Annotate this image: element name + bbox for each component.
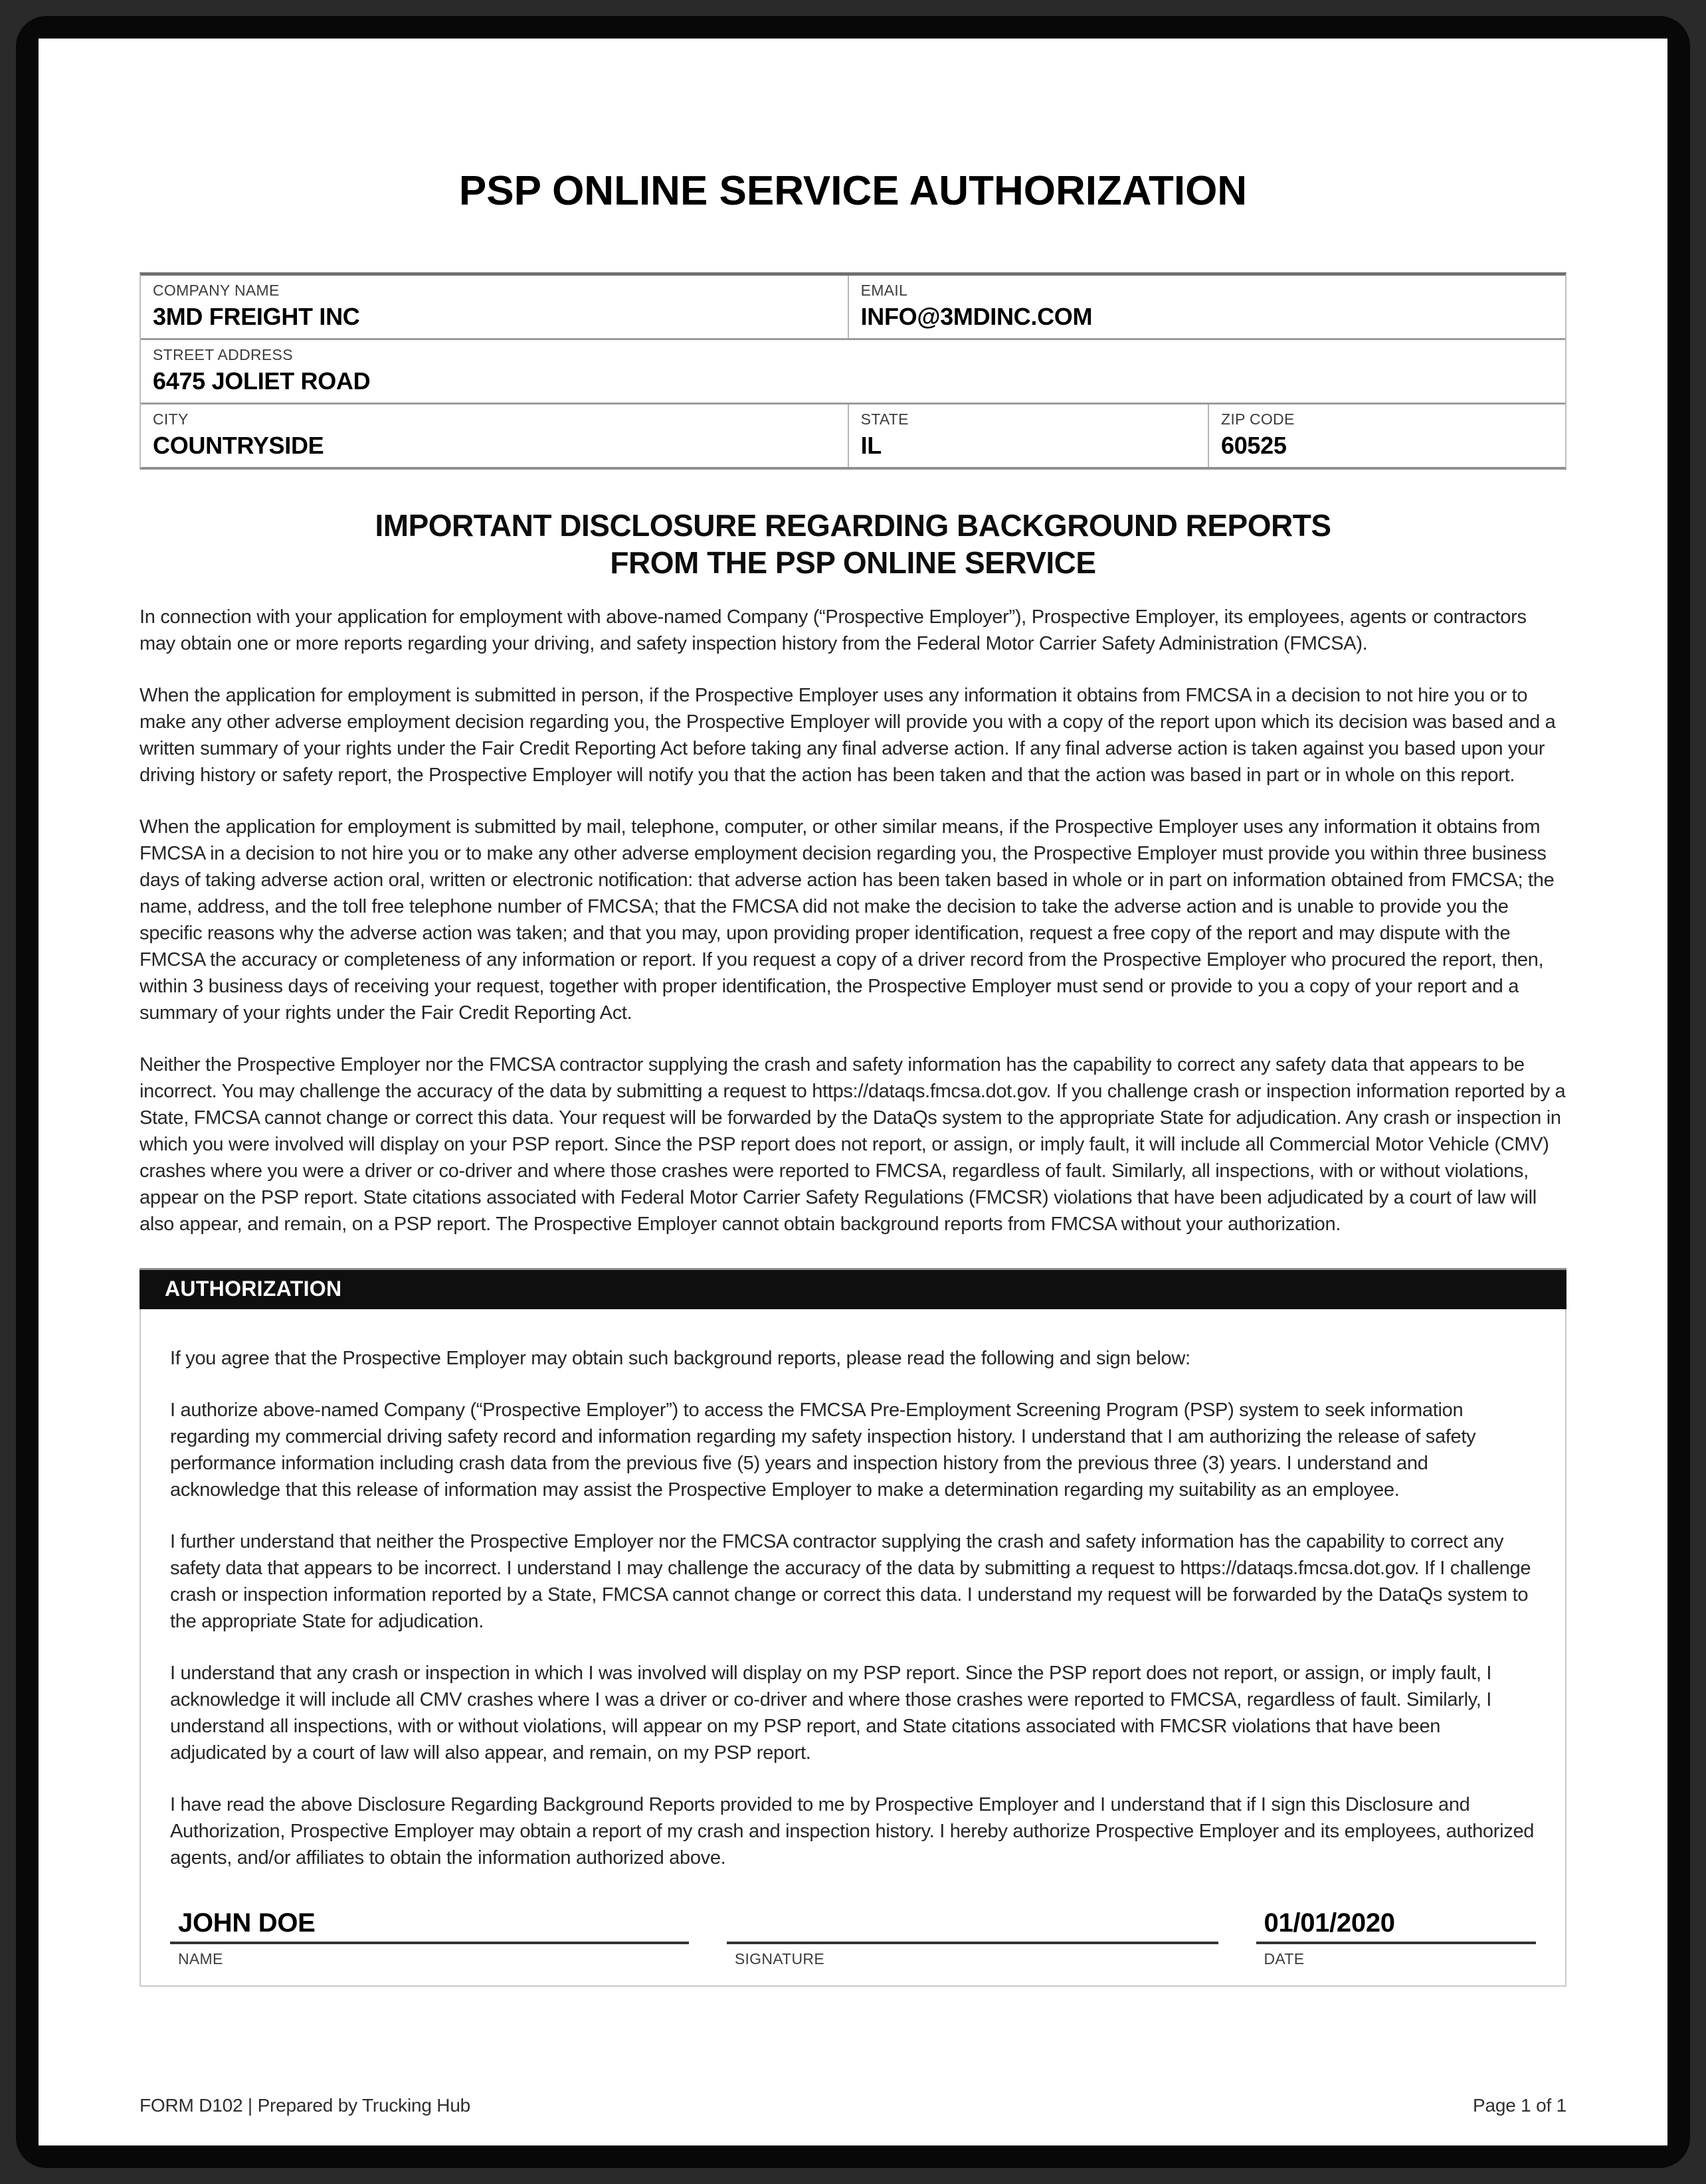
name-column (170, 1907, 689, 1968)
disclosure-heading-line2: FROM THE PSP ONLINE SERVICE (610, 545, 1096, 581)
page-content (39, 39, 1667, 1987)
disclosure-paragraph: When the application for employment is submitted by mail, telephone, computer, or other similar means, if the Prospective Employer uses any information it obtains from FMCSA in a decision to not hire you or to make any other adverse employment decision regarding you, the Prospective Employer must provide you within three business days of taking adverse action oral, written or electronic notification: that adverse action has been taken based in whole or in part on information obtained from FMCSA; the name, address, and the toll free telephone number of FMCSA; that the FMCSA did not make the decision to take the adverse action and is unable to provide you the specific reasons why the adverse action was taken; and that you may, upon providing proper identification, request a free copy of the report and may dispute with the FMCSA the accuracy or completeness of any information or report. If you request a copy of a driver record from the Prospective Employer who procured the report, then, within 3 business days of receiving your request, together with proper identification, the Prospective Employer must send or provide to you a copy of your report and a summary of your rights under the Fair Credit Reporting Act. (140, 816, 1555, 1024)
signature-block (170, 1907, 1536, 1968)
date-line (1256, 1942, 1536, 1944)
date-value: 01/01/2020 (1264, 1908, 1395, 1938)
company-info-table (140, 272, 1566, 470)
form-number-text: FORM D102 | Prepared by Trucking Hub (140, 2095, 471, 2116)
disclosure-paragraph: When the application for employment is submitted in person, if the Prospective Employer uses any information it obtains from FMCSA in a decision to not hire you or to make any other adverse employment decision regarding you, the Prospective Employer will provide you with a copy of the report upon which its decision was based and a written summary of your rights under the Fair Credit Reporting Act before taking any final adverse action. If any final adverse action is taken against you based upon your driving history or safety report, the Prospective Employer will notify you that the action has been taken and that the action was based in part or in whole on this report. (140, 685, 1556, 786)
disclosure-heading-line1: IMPORTANT DISCLOSURE REGARDING BACKGROUND REPORTS (375, 508, 1331, 543)
company-name-value: 3MD FREIGHT INC (153, 303, 360, 331)
table-row (141, 276, 1565, 340)
name-label: NAME (178, 1950, 223, 1968)
authorization-paragraph: I have read the above Disclosure Regarding Background Reports provided to me by Prospective Employer and I understand that if I sign this Disclosure and Authorization, Prospective Employer may obtain a report of my crash and inspection history. I hereby authorize Prospective Employer and its employees, authorized agents, and/or affiliates to obtain the information authorized above. (170, 1794, 1535, 1869)
disclosure-paragraph: Neither the Prospective Employer nor the FMCSA contractor supplying the crash and safety information has the capability to correct any safety data that appears to be incorrect. You may challenge the accuracy of the data by submitting a request to https://dataqs.fmcsa.dot.gov. If you challenge crash or inspection information reported by a State, FMCSA cannot change or correct this data. Your request will be forwarded by the DataQs system to the appropriate State for adjudication. Any crash or inspection in which you were involved will display on your PSP report. Since the PSP report does not report, or assign, or imply fault, it will include all Commercial Motor Vehicle (CMV) crashes where you were a driver or co-driver and where those crashes were reported to FMCSA, regardless of fault. Similarly, all inspections, with or without violations, appear on the PSP report. State citations associated with Federal Motor Carrier Safety Regulations (FMCSR) violations that have been adjudicated by a court of law will also appear, and remain, on a PSP report. The Prospective Employer cannot obtain background reports from FMCSA without your authorization. (140, 1054, 1566, 1235)
field-email (849, 276, 1565, 338)
disclosure-paragraph: In connection with your application for employment with above-named Company (“Prospective Employer”), Prospective Employer, its employees, agents or contractors may obtain one or more reports regarding your driving, and safety inspection history from the Federal Motor Carrier Safety Administration (FMCSA). (140, 606, 1527, 655)
zip-code-label: ZIP CODE (1220, 410, 1295, 428)
authorization-header-bar: AUTHORIZATION (140, 1268, 1566, 1309)
signature-column (727, 1907, 1218, 1968)
signature-value (727, 1907, 1218, 1939)
table-row (141, 405, 1565, 467)
document-title: PSP ONLINE SERVICE AUTHORIZATION (458, 168, 1248, 214)
company-name-label: COMPANY NAME (153, 282, 280, 300)
authorization-paragraph: I authorize above-named Company (“Prospective Employer”) to access the FMCSA Pre-Employment Screening Program (PSP) system to seek information regarding my commercial driving safety record and information regarding my safety inspection history. I understand that I am authorizing the release of safety performance information including crash data from the previous five (5) years and inspection history from the previous three (3) years. I understand and acknowledge that this release of information may assist the Prospective Employer to make a determination regarding my suitability as an employee. (170, 1400, 1476, 1501)
city-value: COUNTRYSIDE (153, 432, 324, 460)
email-value: INFO@3MDINC.COM (860, 303, 1093, 331)
field-zip-code (1209, 405, 1565, 467)
street-address-value: 6475 JOLIET ROAD (153, 367, 371, 395)
document-page (39, 39, 1667, 2145)
state-value: IL (860, 432, 882, 460)
date-column (1256, 1907, 1536, 1968)
email-label: EMAIL (860, 282, 908, 300)
city-label: CITY (153, 410, 189, 428)
name-line (170, 1942, 689, 1944)
table-row (141, 340, 1565, 405)
street-address-label: STREET ADDRESS (153, 346, 293, 364)
state-label: STATE (860, 410, 909, 428)
signature-line (727, 1942, 1218, 1944)
page-footer (140, 2095, 1566, 2116)
zip-code-value: 60525 (1220, 432, 1287, 460)
name-value: JOHN DOE (178, 1908, 316, 1938)
authorization-box (140, 1309, 1566, 1987)
authorization-section (140, 1268, 1566, 1987)
page-number-text: Page 1 of 1 (1472, 2095, 1566, 2116)
authorization-intro: If you agree that the Prospective Employer may obtain such background reports, please read the following and sign below: (170, 1348, 1190, 1370)
date-label: DATE (1264, 1950, 1305, 1968)
signature-label: SIGNATURE (734, 1950, 824, 1968)
field-company-name (141, 276, 849, 338)
authorization-paragraph: I understand that any crash or inspection in which I was involved will display on my PSP report. Since the PSP report does not report, or assign, or imply fault, I acknowledge it will include all CMV crashes where I was a driver or co-driver and where those crashes were reported to FMCSA, regardless of fault. Similarly, I understand all inspections, with or without violations, will appear on my PSP report, and State citations associated with FMCSR violations that have been adjudicated by a court of law will also appear, and remain, on my PSP report. (170, 1663, 1492, 1764)
authorization-paragraph: I further understand that neither the Prospective Employer nor the FMCSA contractor supplying the crash and safety information has the capability to correct any safety data that appears to be incorrect. I understand I may challenge the accuracy of the data by submitting a request to https://dataqs.fmcsa.dot.gov. If I challenge crash or inspection information reported by a State, FMCSA cannot change or correct this data. I understand my request will be forwarded by the DataQs system to the appropriate State for adjudication. (170, 1531, 1531, 1633)
field-city (141, 405, 849, 467)
field-street-address (141, 340, 1565, 403)
field-state (849, 405, 1209, 467)
disclosure-heading (140, 507, 1566, 581)
